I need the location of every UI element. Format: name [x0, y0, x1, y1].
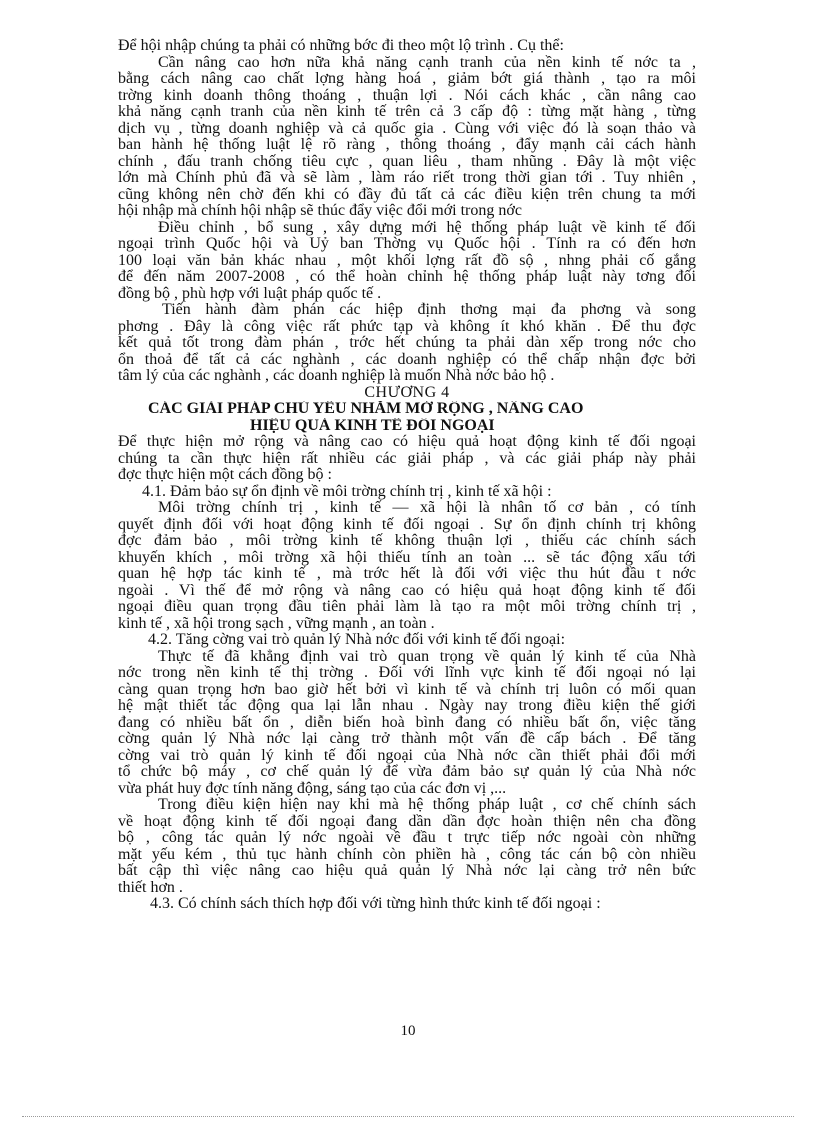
text-line: đợc đảm bảo , môi trờng kinh tế không thuận lợi , thiếu các chính sách [118, 533, 696, 549]
page-number: 10 [400, 1023, 416, 1039]
text-line: hội nhập mà chính hội nhập sẽ thúc đẩy việc đổi mới trong nớc [118, 203, 522, 219]
text-line: Cần nâng cao hơn nữa khả năng cạnh tranh của nền kinh tế nớc ta , [158, 54, 696, 71]
text-line: trờng kinh doanh thông thoáng , thuận lợi . Nói cách khác , cần nâng cao [118, 87, 696, 104]
text-line: khuyến khích , môi trờng xã hội thiếu tính an toàn ... sẽ tác động xấu tới [118, 549, 696, 566]
text-line: Thực tế đã khẳng định vai trò quan trọng về quản lý kinh tế của Nhà [158, 648, 696, 665]
footer-divider [22, 1116, 794, 1117]
chapter-title: CÁC GIẢI PHÁP CHỦ YẾU NHẰM MỞ RỘNG , NÂNG CAO [148, 401, 584, 417]
text-line: ổn thoả để tất cả các nghành , các doanh nghiệp có thể chấp nhận đợc bởi [118, 351, 696, 368]
text-line: Môi trờng chính trị , kinh tế — xã hội là nhân tố cơ bản , có tính [158, 500, 696, 516]
text-line: chúng ta cần thực hiện rất nhiều các giải pháp , và các giải pháp này phải [118, 450, 696, 467]
text-line: quan hệ hợp tác kinh tế , mà trớc hết là đối với việc thu hút đầu t nớc [118, 566, 696, 582]
text-line: quyết định đối với hoạt động kinh tế đối ngoại . Sự ổn định chính trị không [118, 516, 696, 533]
text-line: cũng không nên chờ đến khi có đầy đủ tất cả các điều kiện trên chung ta mới [118, 186, 696, 203]
text-line: dịch vụ , từng doanh nghiệp và cả quốc gia . Cùng với việc đó là soạn thảo và [118, 120, 696, 137]
chapter-title-line-2: HIỆU QUẢ KINH TẾ ĐỐI NGOẠI [250, 417, 495, 434]
section-heading: 4.1. Đảm bảo sự ổn định về môi trờng chính trị , kinh tế xã hội : [142, 483, 552, 500]
text-line: Để thực hiện mở rộng và nâng cao có hiệu quả hoạt động kinh tế đối ngoại [118, 434, 696, 450]
text-line: đợc thực hiện một cách đồng bộ : [118, 467, 332, 483]
text-line: phơng . Đây là công việc rất phức tạp và không ít khó khăn . Để thu đợc [118, 318, 696, 335]
text-line: Để hội nhập chúng ta phải có những bớc đi theo một lộ trình . Cụ thể: [118, 38, 564, 54]
text-line: chính , đấu tranh chống tiêu cực , quan liêu , tham nhũng . Đây là một việc [118, 153, 696, 170]
section-heading: 4.3. Có chính sách thích hợp đối với từng hình thức kinh tế đối ngoại : [150, 896, 601, 912]
text-line: đồng bộ , phù hợp với luật pháp quốc tế . [118, 285, 382, 302]
document-body [118, 38, 696, 913]
chapter-number: CHƯƠNG 4 [364, 384, 450, 401]
text-line: Tiến hành đàm phán các hiệp định thơng mại đa phơng và song [162, 302, 696, 318]
text-line: thiết hơn . [118, 879, 183, 896]
text-line: ban hành hệ thống luật lệ rõ ràng , thông thoáng , đẩy mạnh cải cách hành [118, 137, 696, 153]
text-line: càng quan trọng hơn bao giờ hết bởi vì kinh tế và chính trị luôn có mối quan [118, 681, 696, 698]
text-line: tâm lý của các nghành , các doanh nghiệp là muốn Nhà nớc bảo hộ . [118, 368, 555, 384]
text-line: kinh tế , xã hội trong sạch , vững mạnh , an toàn . [118, 615, 435, 632]
text-line: Trong điều kiện hiện nay khi mà hệ thống pháp luật , cơ chế chính sách [158, 797, 696, 813]
text-line: để đến năm 2007-2008 , có thể hoàn chỉnh hệ thống pháp luật này tơng đối [118, 269, 696, 285]
text-line: bằng cách nâng cao chất lợng hàng hoá , giảm bớt giá thành , tạo ra môi [118, 71, 696, 87]
text-line: nớc trong nền kinh tế thị trờng . Đối với lĩnh vực kinh tế đối ngoại nó lại [118, 665, 696, 681]
section-heading: 4.2. Tăng cờng vai trò quản lý Nhà nớc đối với kinh tế đối ngoại: [148, 632, 566, 648]
text-line: lớn mà Chính phủ đã và sẽ làm , làm ráo riết trong thời gian tới . Tuy nhiên , [118, 170, 696, 186]
text-line: khả năng cạnh tranh của nền kinh tế trên cả 3 cấp độ : từng mặt hàng , từng [118, 104, 696, 120]
text-line: kết quả tốt trong đàm phán , trớc hết chúng ta phải dàn xếp trong nớc cho [118, 335, 696, 351]
text-line: mặt yếu kém , thủ tục hành chính còn phiền hà , công tác cán bộ còn nhiều [118, 846, 696, 863]
text-line: ngoại điều quan trọng đầu tiên phải làm là tạo ra một môi trờng chính trị , [118, 599, 696, 615]
text-line: bất cập thì việc nâng cao hiệu quả quản lý Nhà nớc lại càng trở nên bức [118, 863, 696, 879]
text-line: về hoạt động kinh tế đối ngoại đang dần dần đợc hoàn thiện nên cha đồng [118, 813, 696, 830]
text-line: hệ mật thiết tác động qua lại lẫn nhau . Ngày nay trong điều kiện thế giới [118, 698, 696, 714]
text-line: Điều chỉnh , bổ sung , xây dựng mới hệ thống pháp luật về kinh tế đối [158, 219, 696, 236]
text-line: tổ chức bộ máy , cơ chế quản lý để vừa đảm bảo sự quản lý của Nhà nớc [118, 764, 696, 780]
text-line: cờng vai trò quản lý kinh tế đối ngoại của Nhà nớc cần thiết phải đổi mới [118, 747, 696, 764]
text-line: đang có nhiều bất ổn , diễn biến hoà bình đang có nhiều bất ổn, việc tăng [118, 714, 696, 731]
text-line: bộ , công tác quản lý nớc ngoài về đầu t trực tiếp nớc ngoài còn những [118, 830, 696, 846]
text-line: ngoại trình Quốc hội và Uỷ ban Thờng vụ Quốc hội . Tính ra có đến hơn [118, 236, 696, 252]
text-line: cờng quản lý Nhà nớc lại càng trở thành một vấn đề cấp bách . Để tăng [118, 731, 696, 747]
text-line: vừa phát huy đợc tính năng động, sáng tạo của các đơn vị ,... [118, 780, 507, 797]
text-line: ngoài . Vì thế để mở rộng và nâng cao có hiệu quả hoạt động kinh tế đối [118, 582, 696, 599]
text-line: 100 loại văn bản khác nhau , một khối lợng rất đồ sộ , nhng phải cố gắng [118, 252, 696, 269]
